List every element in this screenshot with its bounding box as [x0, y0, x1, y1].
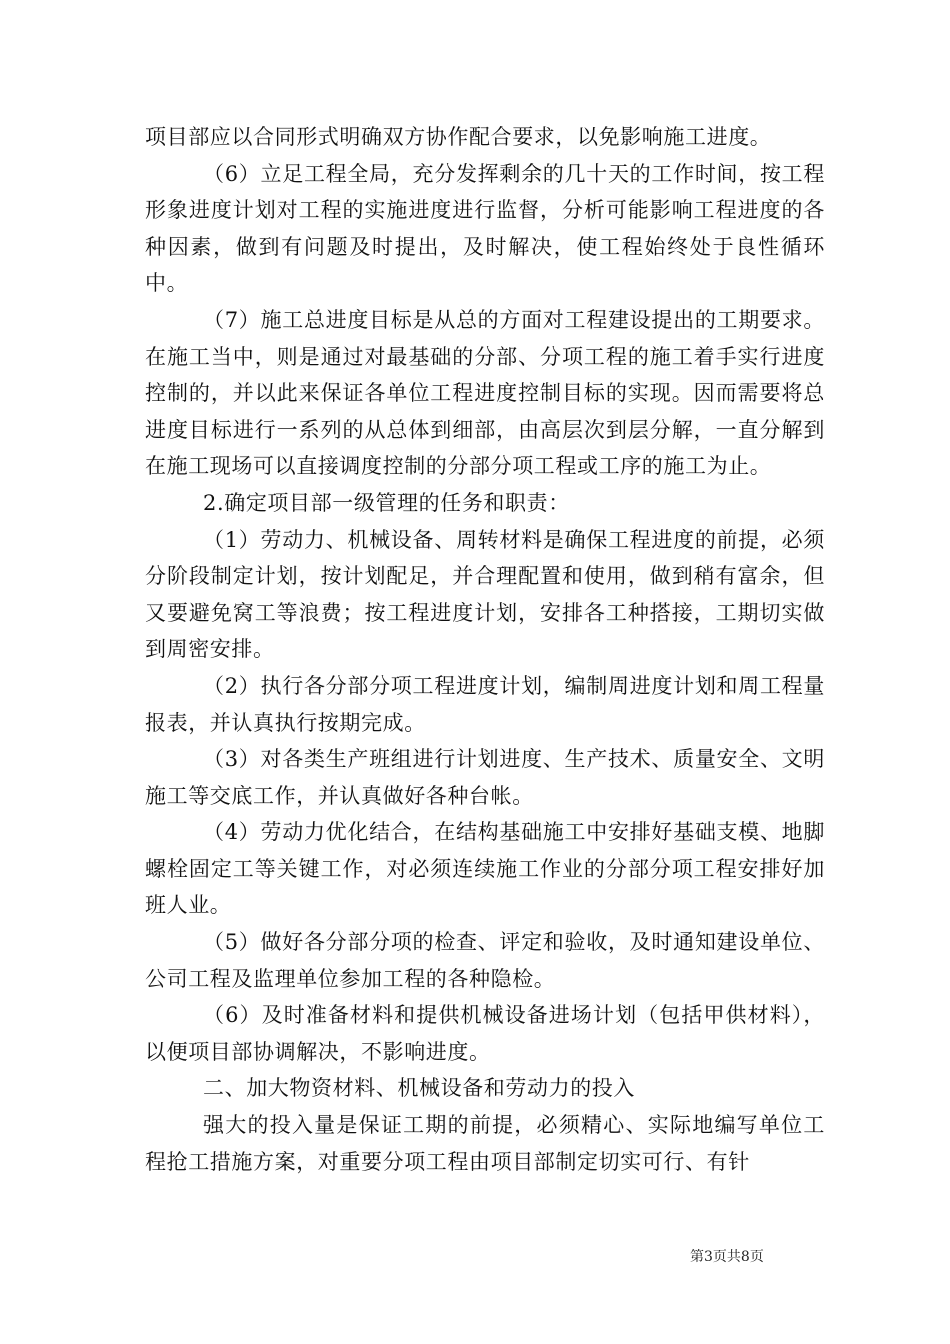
paragraph-item-2: （2）执行各分部分项工程进度计划，编制周进度计划和周工程量报表，并认真执行按期完成。	[145, 673, 825, 735]
paragraph-item-5: （5）做好各分部分项的检查、评定和验收，及时通知建设单位、公司工程及监理单位参加工程的各种隐检。	[145, 930, 825, 991]
section-heading-two: 二、加大物资材料、机械设备和劳动力的投入	[203, 1076, 635, 1101]
paragraph-1: 项目部应以合同形式明确双方协作配合要求，以免影响施工进度。	[145, 125, 772, 149]
paragraph-item-3: （3）对各类生产班组进行计划进度、生产技术、质量安全、文明施工等交底工作，并认真做好各种台帐。	[145, 747, 825, 808]
paragraph-item-6: （6）及时准备材料和提供机械设备进场计划（包括甲供材料），以便项目部协调解决，不影响进度。	[145, 1003, 825, 1064]
paragraph-last: 强大的投入量是保证工期的前提，必须精心、实际地编写单位工程抢工措施方案，对重要分项工程由项目部制定切实可行、有针	[145, 1113, 825, 1174]
document-body	[145, 119, 825, 1180]
paragraph-2: （6）立足工程全局，充分发挥剩余的几十天的工作时间，按工程形象进度计划对工程的实施进度进行监督，分析可能影响工程进度的各种因素，做到有问题及时提出，及时解决，使工程始终处于良性循环中。	[145, 161, 825, 296]
paragraph-item-1: （1）劳动力、机械设备、周转材料是确保工程进度的前提，必须分阶段制定计划，按计划配足，并合理配置和使用，做到稍有富余，但又要避免窝工等浪费；按工程进度计划，安排各工种搭接，工期切实做到周密安排。	[145, 527, 825, 662]
paragraph-3: （7）施工总进度目标是从总的方面对工程建设提出的工期要求。在施工当中，则是通过对最基础的分部、分项工程的施工着手实行进度控制的，并以此来保证各单位工程进度控制目标的实现。因而需要将总进度目标进行一系列的从总体到细部，由高层次到层分解，一直分解到在施工现场可以直接调度控制的分部分项工程或工序的施工为止。	[145, 307, 825, 479]
page-number: 第3页共8页	[690, 1249, 764, 1265]
section-heading-2: 2.确定项目部一级管理的任务和职责：	[203, 490, 570, 515]
paragraph-item-4: （4）劳动力优化结合，在结构基础施工中安排好基础支模、地脚螺栓固定工等关键工作，对必须连续施工作业的分部分项工程安排好加班人业。	[145, 820, 825, 918]
